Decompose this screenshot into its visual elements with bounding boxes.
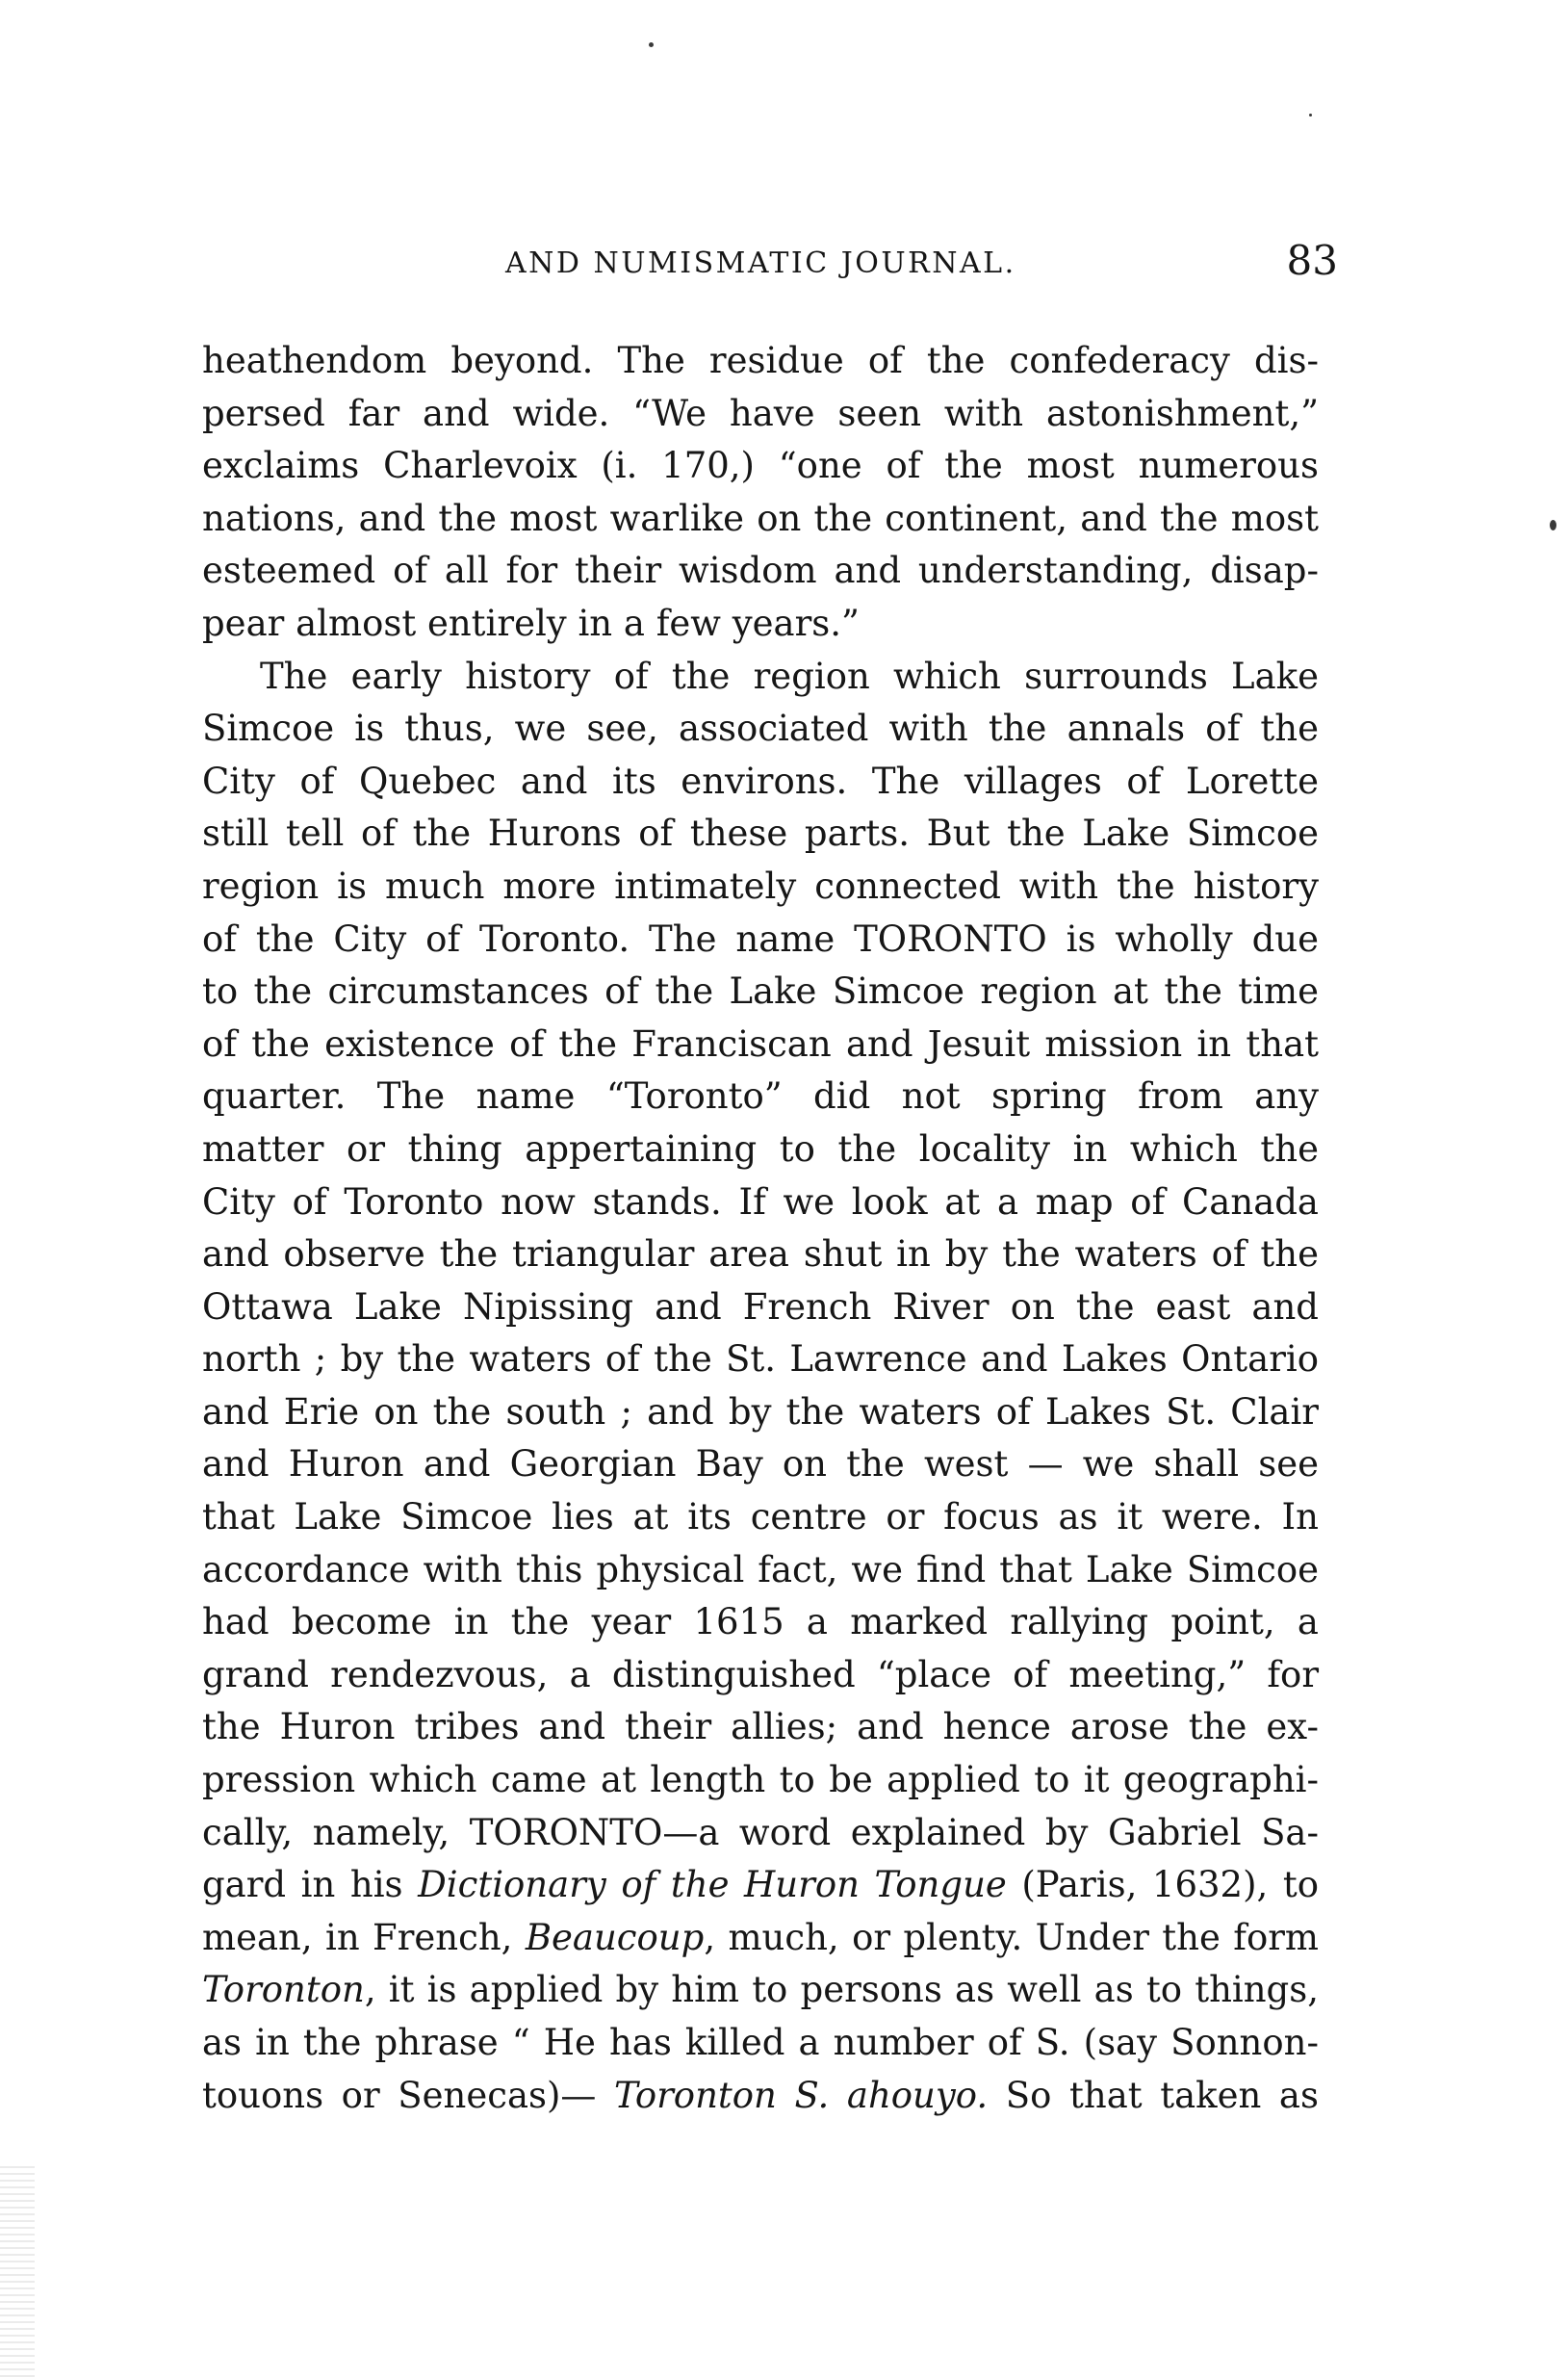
text-line: gard in his Dictionary of the Huron Tongue (Paris, 1632), to — [202, 1864, 1319, 1906]
text-line: that Lake Simcoe lies at its centre or focus as it were. In — [202, 1496, 1319, 1538]
text-line: heathendom beyond. The residue of the confederacy dis- — [202, 340, 1319, 381]
text-line: quarter. The name “Toronto” did not spring from any — [202, 1075, 1319, 1118]
text-line: of the existence of the Franciscan and Jesuit mission in that — [202, 1022, 1319, 1065]
italic-term: Beaucoup — [525, 1916, 705, 1958]
text-line: and observe the triangular area shut in by the waters of the — [202, 1233, 1319, 1276]
italic-phrase: Toronton S. ahouyo. — [614, 2074, 989, 2116]
text-line: mean, in French, Beaucoup, much, or plenty. Under the form — [202, 1916, 1320, 1958]
text-line: Toronton, it is applied by him to persons as well as to things, — [202, 1969, 1319, 2011]
text-line: north ; by the waters of the St. Lawrence and Lakes Ontario — [202, 1338, 1319, 1381]
text-line: touons or Senecas)— Toronton S. ahouyo. So that taken as — [202, 2074, 1319, 2116]
text-line: persed far and wide. “We have seen with astonishment,” — [202, 392, 1319, 434]
text-line: still tell of the Hurons of these parts. But the Lake Simcoe — [202, 813, 1319, 855]
text-line: and Huron and Georgian Bay on the west — we shall see — [202, 1443, 1319, 1486]
text-line: to the circumstances of the Lake Simcoe region at the time — [202, 970, 1319, 1013]
text-line: grand rendezvous, a distinguished “place of meeting,” for — [202, 1653, 1319, 1695]
paragraph-start-line: The early history of the region which surrounds Lake — [260, 655, 1319, 697]
text-line: Ottawa Lake Nipissing and French River on the east and — [202, 1285, 1319, 1328]
text-line: nations, and the most warlike on the continent, and the most — [202, 497, 1319, 539]
text-line: of the City of Toronto. The name TORONTO is wholly due — [202, 918, 1319, 960]
text-line: Simcoe is thus, we see, associated with the annals of the — [202, 708, 1319, 750]
text-line: City of Quebec and its environs. The villages of Lorette — [202, 760, 1319, 802]
text-line: and Erie on the south ; and by the waters of Lakes St. Clair — [202, 1390, 1319, 1433]
text-line: matter or thing appertaining to the locality in which the — [202, 1127, 1319, 1170]
small-caps-term: TORONTO — [854, 918, 1047, 960]
running-head: AND NUMISMATIC JOURNAL. — [505, 246, 1016, 280]
text-line: as in the phrase “ He has killed a number of S. (say Sonnon- — [202, 2022, 1319, 2063]
text-line: exclaims Charlevoix (i. 170,) “one of the most numerous — [202, 445, 1319, 487]
body-text — [202, 335, 1319, 2122]
ink-speck — [1309, 114, 1312, 116]
small-caps-term: TORONTO — [469, 1811, 663, 1853]
text-line: cally, namely, TORONTO—a word explained by Gabriel Sa- — [202, 1811, 1319, 1853]
text-line: had become in the year 1615 a marked rallying point, a — [202, 1601, 1319, 1643]
ink-speck — [649, 42, 654, 47]
page-edge-noise — [0, 2166, 35, 2378]
text-line: esteemed of all for their wisdom and understanding, disap- — [202, 550, 1319, 592]
page-number: 83 — [1286, 237, 1338, 284]
paragraph-end-line: pear almost entirely in a few years.” — [202, 602, 860, 644]
text-line: City of Toronto now stands. If we look at a map of Canada — [202, 1180, 1319, 1223]
ink-speck — [1550, 520, 1556, 530]
text-line: region is much more intimately connected with the history — [202, 865, 1319, 907]
text-line: pression which came at length to be applied to it geographi- — [202, 1759, 1319, 1801]
page-header — [212, 237, 1338, 304]
italic-title: Dictionary of the Huron Tongue — [418, 1864, 1007, 1906]
text-line: accordance with this physical fact, we find that Lake Simcoe — [202, 1548, 1319, 1590]
text-line: the Huron tribes and their allies; and hence arose the ex- — [202, 1706, 1319, 1748]
italic-term: Toronton — [202, 1969, 365, 2011]
